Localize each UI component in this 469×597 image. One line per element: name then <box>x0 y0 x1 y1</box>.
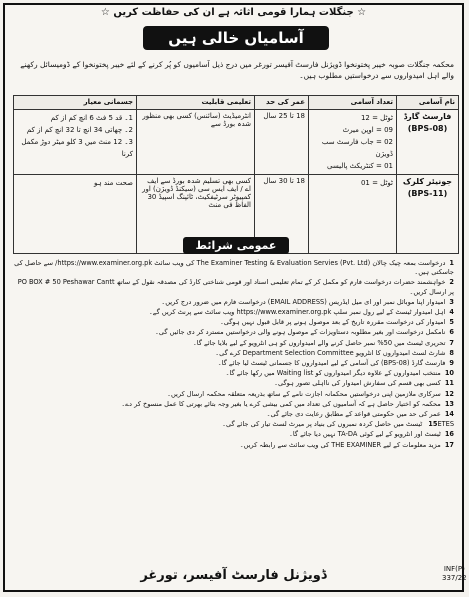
list-item <box>13 339 454 348</box>
post-scale: (BPS-08) <box>407 124 448 133</box>
post-name: فارسٹ گارڈ <box>403 112 452 121</box>
item-text: درخواست بمعہ چیک چالان The Examiner Testing & Evaluation Servies (Pvt. Ltd) کی ویب سائٹ https://www.examiner.org.pk/ سے حاصل کی جاسکتی ہیں۔ <box>14 259 454 277</box>
item-text: شارٹ لسٹ امیدواروں کا انٹرویو Department Selection Committee کرے گی۔ <box>215 348 446 357</box>
item-number: 8 <box>449 348 454 357</box>
ref-number: 337/22 <box>442 574 467 582</box>
item-number: 10 <box>444 369 454 378</box>
physical-line: 3۔ 12 منٹ میں 3 کلو میٹر دوڑ مکمل کرنا <box>21 138 133 158</box>
list-item <box>13 420 454 429</box>
count-line: 01 = کنٹریکٹ پالیسی <box>327 162 393 170</box>
list-item <box>13 379 454 388</box>
count-cell <box>309 175 397 254</box>
item-text: امیدوار اپنا موبائل نمبر اور ای میل ایڈریس (EMAIL ADDRESS) درخواست فارم میں ضرور درج کریں۔ <box>161 297 446 306</box>
list-item <box>13 298 454 307</box>
column-header: تعلیمی قابلیت <box>137 96 255 110</box>
list-item <box>13 278 454 296</box>
physical-line: 1۔ قد 5 فٹ 6 انچ کم از کم <box>50 114 133 122</box>
item-text: اہل امیدوار ٹیسٹ کے لیے رول نمبر سلپ https://www.examiner.org.pk ویب سائٹ سے پرنٹ کریں گے۔ <box>148 308 446 317</box>
physical-line: 2۔ چھاتی 34 انچ تا 32 انچ کم از کم <box>26 126 133 134</box>
item-number: 3 <box>449 297 454 306</box>
post-cell <box>397 175 459 254</box>
column-header: تعداد آسامی <box>309 96 397 110</box>
count-line: ٹوٹل = 01 <box>360 179 393 187</box>
item-text: تحریری ٹیسٹ میں 50% نمبر حاصل کرنے والے امیدواروں کو ہی انٹرویو کے لیے بلایا جائے گا۔ <box>192 338 446 347</box>
age-cell: 18 تا 30 سال <box>255 175 309 254</box>
list-item <box>13 390 454 399</box>
list-item <box>13 259 454 277</box>
qualification-cell: انٹرمیڈیٹ (سائنس) کسی بھی منظور شدہ بورڈ سے <box>137 110 255 175</box>
item-text: فارسٹ گارڈ (BPS-08) کی آسامی کے لیے امیدواروں کا جسمانی ٹیسٹ لیا جائے گا۔ <box>217 359 446 368</box>
item-text: کسی بھی قسم کی سفارش امیدوار کی نااہلی تصور ہوگی۔ <box>274 379 441 388</box>
post-cell <box>397 110 459 175</box>
list-item <box>13 400 454 409</box>
item-text: منتخب امیدواروں کے علاوہ دیگر امیدواروں کو Waiting list میں رکھا جائے گا۔ <box>225 369 441 378</box>
list-item <box>13 318 454 327</box>
intro-text: محکمہ جنگلات صوبہ خیبر پختونخوا ڈویژنل فارسٹ آفیسر تورغر میں درج ذیل آسامیوں کو پُر کرنے کے لئے خیبر پختونخوا کے ڈومیسائل رکھنے والے اہل امیدواروں سے درخواستیں مطلوب ہیں۔ <box>20 60 454 80</box>
list-item <box>13 308 454 317</box>
list-item <box>13 441 454 450</box>
age-cell: 18 تا 25 سال <box>255 110 309 175</box>
physical-cell <box>14 175 137 254</box>
item-number: 11 <box>444 379 454 388</box>
list-item <box>13 410 454 419</box>
ref-code: INF(P) <box>443 565 465 573</box>
count-cell <box>309 110 397 175</box>
physical-line: صحت مند ہو <box>93 179 133 187</box>
count-line: 09 = اوپن میرٹ <box>342 126 393 134</box>
item-text: مزید معلومات کے لیے THE EXAMINER کی ویب سائٹ سے رابطہ کریں۔ <box>239 440 441 449</box>
terms-title: عمومی شرائط <box>183 237 289 254</box>
item-number: 1 <box>449 259 454 267</box>
reference-number <box>442 565 467 583</box>
item-text: ETES ٹیسٹ میں حاصل کردہ نمبروں کی بنیاد پر میرٹ لسٹ تیار کی جائے گی۔ <box>222 420 454 429</box>
table-header-row <box>14 96 459 110</box>
qualification-cell: کسی بھی تسلیم شدہ بورڈ سے ایف اے / ایف ایس سی (سیکنڈ ڈویژن) اور کمپیوٹر سرٹیفکیٹ، ٹائپنگ اسپیڈ 30 الفاظ فی منٹ <box>137 175 255 254</box>
list-item <box>13 328 454 337</box>
item-number: 17 <box>444 440 454 449</box>
item-number: 4 <box>449 308 454 317</box>
list-item <box>13 430 454 439</box>
item-number: 7 <box>449 338 454 347</box>
item-number: 14 <box>444 410 454 419</box>
list-item <box>13 349 454 358</box>
count-line: 02 = جاب فارسٹ سب ڈویژن <box>321 138 393 158</box>
item-text: امیدوار کی درخواست مقررہ تاریخ کے بعد موصول ہونے پر قابل قبول نہیں ہوگی۔ <box>219 318 446 327</box>
item-text: سرکاری ملازمین اپنی درخواستیں محکمانہ اجازت نامے کے ساتھ بذریعہ متعلقہ محکمہ ارسال کریں۔ <box>167 389 441 398</box>
post-scale: (BPS-11) <box>407 189 448 198</box>
item-number: 9 <box>449 359 454 368</box>
item-number: 12 <box>444 389 454 398</box>
item-text: عمر کی حد میں حکومتی قواعد کے مطابق رعایت دی جائے گی۔ <box>266 410 441 419</box>
advertisement <box>3 3 467 592</box>
list-item <box>13 359 454 368</box>
list-item <box>13 369 454 378</box>
item-number: 5 <box>449 318 454 327</box>
column-header: عمر کی حد <box>255 96 309 110</box>
item-text: محکمہ کو اختیار حاصل ہے کہ آسامیوں کی تعداد میں کمی بیشی کرے یا بغیر وجہ بتائے بھرتی کا عمل منسوخ کر دے۔ <box>121 399 441 408</box>
column-header: جسمانی معیار <box>14 96 137 110</box>
item-number: 16 <box>444 430 454 439</box>
count-line: ٹوٹل = 12 <box>360 114 393 122</box>
item-text: خواہشمند حضرات درخواست فارم کو مکمل کر کے تمام تعلیمی اسناد اور قومی شناختی کارڈ کی مصدقہ نقول کے ساتھ PO BOX # 50 Peshawar Cantt پر ارسال کریں۔ <box>17 278 454 296</box>
table-row <box>14 110 459 175</box>
item-text: نامکمل درخواست اور بغیر مطلوبہ دستاویزات کے موصول ہونے والی درخواستیں مسترد کر دی جائیں گی۔ <box>155 328 446 337</box>
terms-list <box>13 259 454 451</box>
slogan: ☆ جنگلات ہمارا قومی اثاثہ ہے ان کی حفاظت کریں ☆ <box>100 7 367 18</box>
column-header: نام آسامی <box>397 96 459 110</box>
vacancy-table <box>13 95 459 254</box>
item-number: 2 <box>449 278 454 287</box>
item-number: 13 <box>444 399 454 408</box>
physical-cell <box>14 110 137 175</box>
item-number: 15 <box>428 420 438 429</box>
post-name: جونیئر کلرک <box>402 177 453 186</box>
signature-line: ڈویژنل فارسٹ آفیسر، تورغر <box>140 568 327 583</box>
item-text: ٹیسٹ اور انٹرویو کے لیے کوئی TA-DA نہیں دیا جائے گا۔ <box>288 430 441 439</box>
vacancies-title: آسامیاں خالی ہیں <box>143 26 329 50</box>
item-number: 6 <box>449 328 454 337</box>
